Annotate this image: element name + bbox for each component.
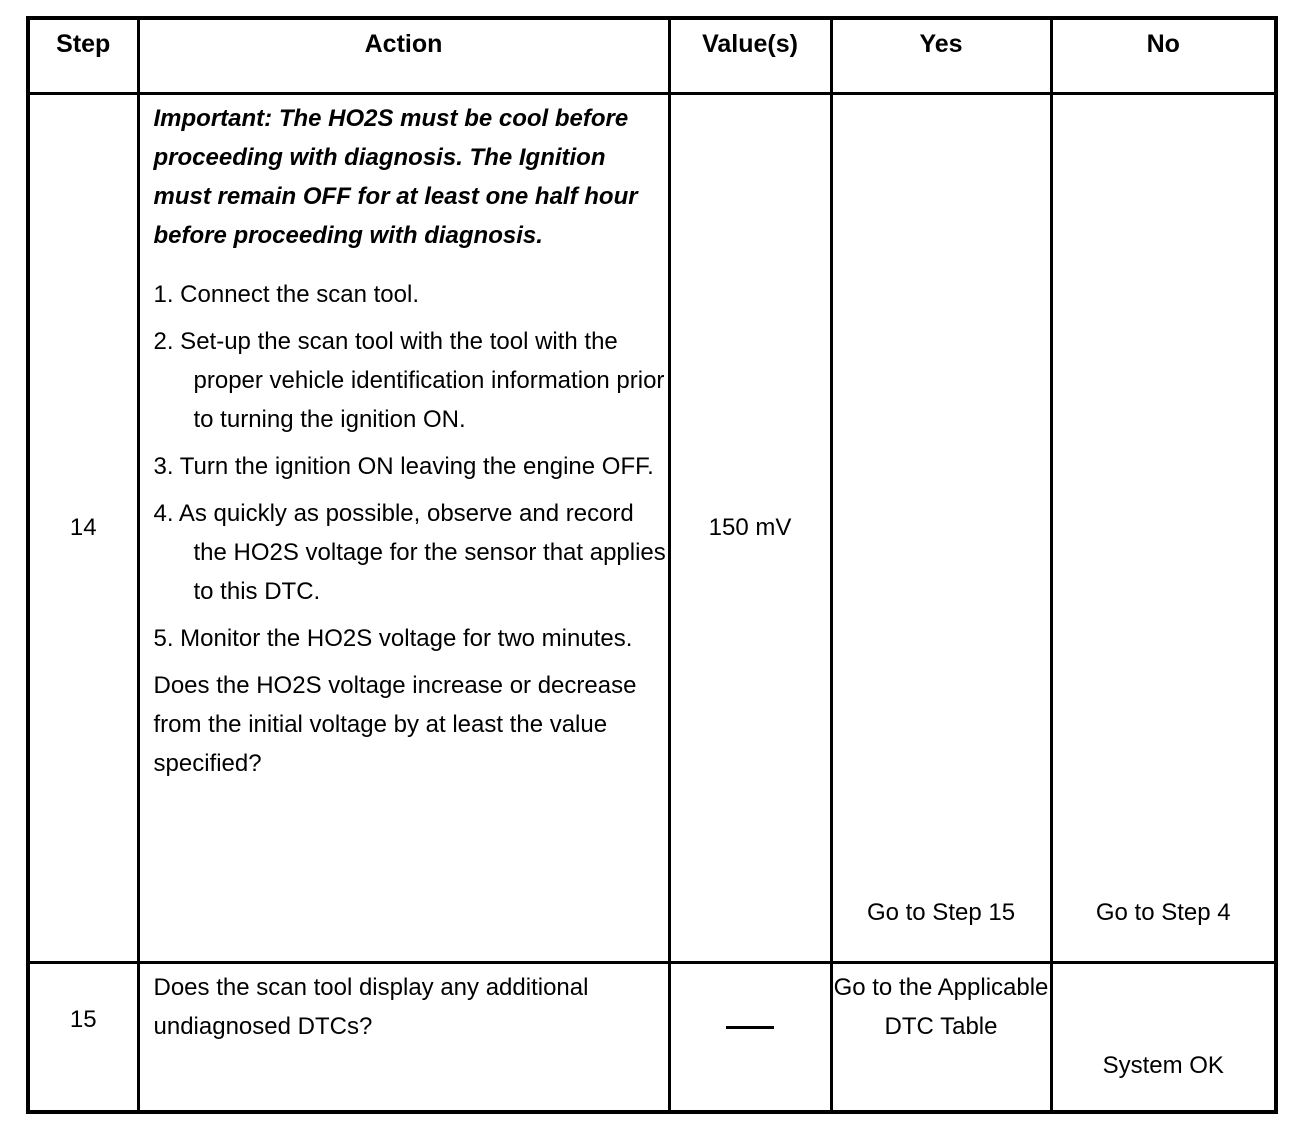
- procedure-step: 2. Set-up the scan tool with the tool with the proper vehicle identification information prior to turning the ignition ON.: [153, 328, 665, 433]
- header-step: Step: [28, 18, 138, 94]
- table-row-step-14: [28, 94, 1276, 963]
- header-values: Value(s): [669, 18, 831, 94]
- yes-cell: Go to Step 15: [831, 94, 1051, 963]
- step-number: 15: [28, 963, 138, 1112]
- diagnostic-table: [26, 16, 1278, 1114]
- table-row-step-15: [28, 963, 1276, 1112]
- no-cell: System OK: [1051, 963, 1276, 1112]
- header-action: Action: [138, 18, 669, 94]
- no-cell: Go to Step 4: [1051, 94, 1276, 963]
- value-cell: [669, 963, 831, 1112]
- procedure-list: [154, 275, 668, 658]
- header-row: [28, 18, 1276, 94]
- procedure-step: 3. Turn the ignition ON leaving the engine OFF.: [153, 453, 654, 480]
- important-note: Important: The HO2S must be cool before proceeding with diagnosis. The Ignition must remain OFF for at least one half hour before proceeding with diagnosis.: [153, 105, 638, 249]
- step-number: 14: [28, 94, 138, 963]
- procedure-step: 1. Connect the scan tool.: [153, 281, 419, 308]
- yes-cell: Go to the Applicable DTC Table: [831, 963, 1051, 1112]
- action-cell: Does the scan tool display any additional undiagnosed DTCs?: [138, 963, 669, 1112]
- action-cell: [138, 94, 669, 963]
- question-text: Does the HO2S voltage increase or decrease from the initial voltage by at least the value specified?: [153, 672, 637, 777]
- header-yes: Yes: [831, 18, 1051, 94]
- procedure-step: 4. As quickly as possible, observe and record the HO2S voltage for the sensor that applies to this DTC.: [153, 500, 666, 605]
- procedure-step: 5. Monitor the HO2S voltage for two minutes.: [153, 625, 633, 652]
- value-cell: 150 mV: [669, 94, 831, 963]
- header-no: No: [1051, 18, 1276, 94]
- empty-value-dash: [726, 1026, 774, 1029]
